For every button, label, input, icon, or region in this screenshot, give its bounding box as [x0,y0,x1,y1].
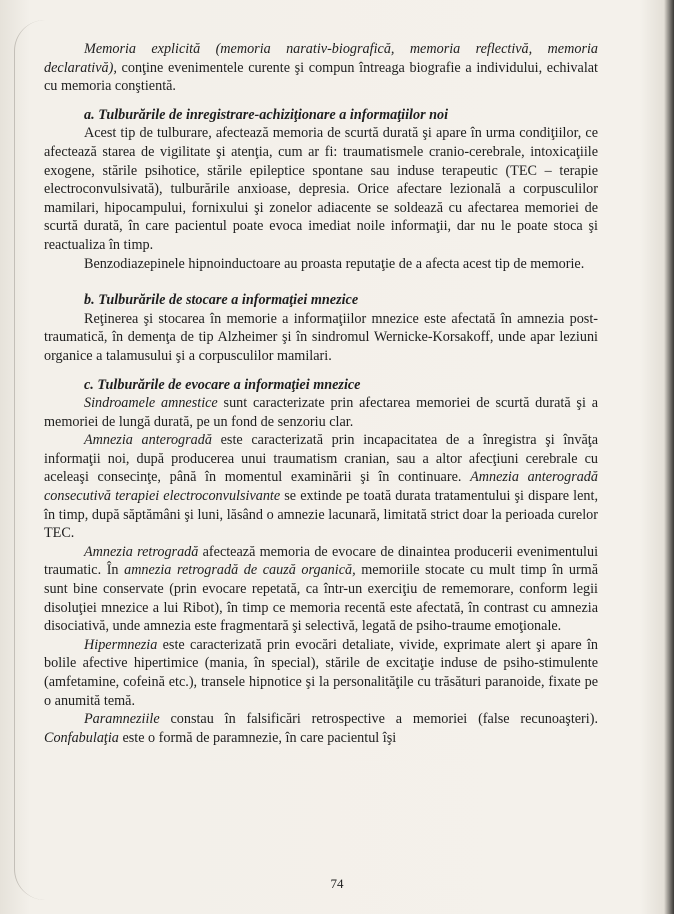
section-c-paragraph-2 [44,431,598,543]
term-confabulatia: Confabulaţia [44,729,119,746]
section-a-paragraph-2: Benzodiazepinele hipnoinductoare au proasta reputaţie de a afecta acest tip de memorie. [84,255,585,272]
section-c-p5-text-2: este o formă de paramnezie, în care pacientul îşi [118,729,397,746]
term-amnezia-tec: Amnezia anterogradă consecutivă terapiei electroconvulsivante [44,469,598,505]
intro-text: conţine evenimentele curente şi compun întreaga biografie a individului, echivalat cu memoria conştientă. [44,59,598,95]
page-number: 74 [330,876,344,891]
section-c-heading: c. Tulburările de evocare a informaţiei mnezice [84,376,361,393]
section-c-p2-text-2: se extinde pe toată durata tratamentului şi dispare lent, în timp, după săptămâni şi luni, lăsând o amnezie lacunară, limitată strict doar la perioada curelor TEC. [44,488,598,542]
section-b-paragraph-1: Reţinerea şi stocarea în memorie a informaţiilor mnezice este afectată în amnezia post-traumatică, în demenţa de tip Alzheimer şi în sindromul Wernicke-Korsakoff, unde apar leziuni organice a talamusului şi a corpusculilor mamilari. [44,310,598,364]
section-c-paragraph-3 [44,543,598,636]
section-c-p2-text: este caracterizată prin incapacitatea de a înregistra şi învăţa informaţii noi, după producerea unui traumatism cranian, sau a altor afecţiuni cerebrale cu aceleaşi consecinţe, până în momentul examinării şi în continuare. [44,432,598,486]
page-body [44,40,598,747]
term-amnezia-retrograda: Amnezia retrogradă [84,543,199,560]
page-binding-shadow [14,20,45,900]
term-hipermnezia: Hipermnezia [84,636,158,653]
section-c-p3-text-2: memoriile stocate cu mult timp în urmă sunt bine conservate (prin evocare repetată, ca într-un exerciţiu de rememorare, conform legii disoluţiei mnezice a lui Ribot), în timp ce memoria recentă este afectată, în contrast cu amnezia disociativă, unde amnezia este fragmentară şi selectivă, legată de psiho-traume emoţionale. [44,562,598,635]
term-amnezia-retrograda-organica: amnezia retrogradă de cauză organică, [124,562,356,579]
section-a-paragraph-1: Acest tip de tulburare, afectează memoria de scurtă durată şi apare în urma condiţiilor, ce afectează starea de vigilitate şi atenţia, cum ar fi: traumatismele cranio-cerebrale, intoxicaţiile exogene, stările psihotice, stările epileptice spontane sau induse terapeutic (TEC – terapie electroconvulsivată), tulburările anxioase, depresia. Orice afectare lezională a corpusculilor mamilari, hipocampului, fornixului şi zonelor adiacente se soldează cu afectarea memoriei de scurtă durată, în care pacientul poate evoca imediat noile informaţii, dar nu le poate stoca şi reactualiza în timp. [44,125,598,253]
section-c-p1-text: sunt caracterizate prin afectarea memoriei de scurtă durată şi a memoriei de lungă durată, pe un fond de senzoriu clar. [44,395,599,430]
section-c-paragraph-5 [44,710,598,747]
section-c-p5-text: constau în falsificări retrospective a memoriei (false recunoaşteri). [159,711,598,728]
intro-term: Memoria explicită (memoria narativ-biografică, memoria reflectivă, memoria declarativă), [44,41,598,76]
term-sindroame-amnestice: Sindroamele amnestice [84,395,218,412]
term-paramneziile: Paramneziile [84,711,160,728]
section-b-heading: b. Tulburările de stocare a informaţiei mnezice [84,292,359,309]
section-a-heading: a. Tulburările de inregistrare-achiziţionare a informaţiilor noi [84,106,449,123]
section-c-paragraph-1 [44,394,598,431]
page-edge-shadow [664,0,674,914]
intro-paragraph [44,40,598,96]
section-c-p4-text: este caracterizată prin evocări detaliate, vivide, exprimate alert şi apare în bolile afective hipertimice (mania, în special), stările de excitaţie induse de psiho-stimulente (amfetamine, cofeină etc.), transele hipnotice şi la personalităţile cu trăsături paranoide, fixate pe o anumită temă. [44,636,598,709]
section-c-paragraph-4 [44,636,598,710]
section-c-p3-text: afectează memoria de evocare de dinaintea producerii evenimentului traumatic. În [44,543,599,579]
term-amnezia-anterograda: Amnezia anterogradă [84,432,212,449]
